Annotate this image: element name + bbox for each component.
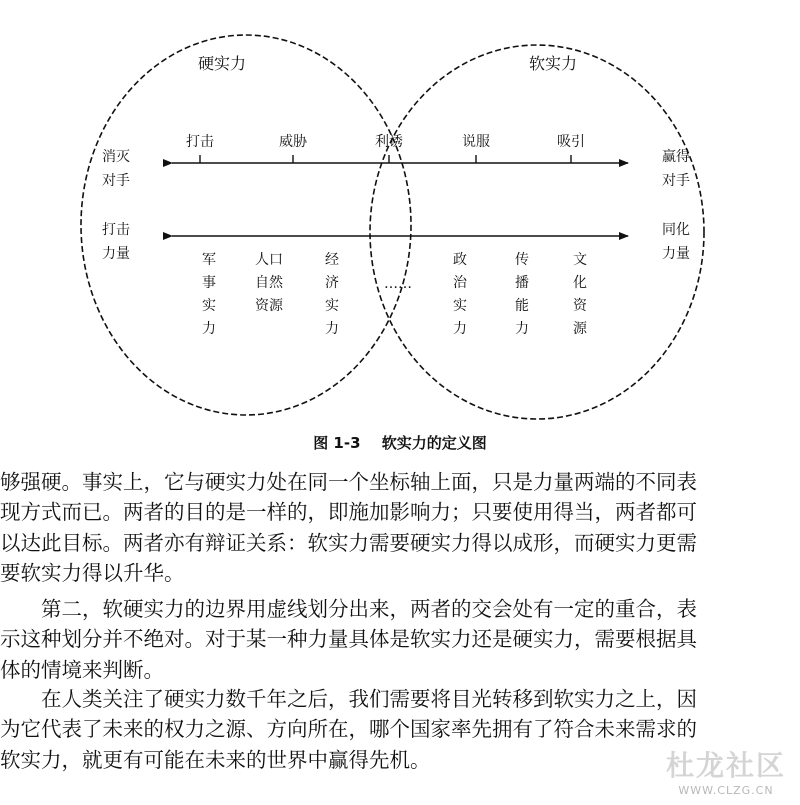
ellipsis-label: …… [384,276,412,292]
political-power-label [453,252,468,337]
figure-caption [0,432,800,453]
paragraph [0,467,800,589]
upper-tick-label: 打击 [186,134,214,150]
svg-text:资源: 资源 [255,298,283,314]
upper-right-end-label: 赢得 [662,149,690,165]
svg-text:实: 实 [453,298,467,314]
figure-title: 软实力的定义图 [381,434,487,452]
svg-text:播: 播 [515,275,529,291]
text-line: 够强硬。事实上，它与硬实力处在同一个坐标轴上面，只是力量两端的不同表 [0,470,697,494]
svg-text:力: 力 [515,321,529,337]
svg-text:力: 力 [453,321,467,337]
upper-left-end-label: 对手 [102,173,130,189]
svg-text:人口: 人口 [255,252,283,268]
text-line: 要软实力得以升华。 [0,561,185,586]
svg-text:力: 力 [325,321,339,337]
lower-left-end-label: 力量 [102,246,130,262]
svg-text:军: 军 [202,252,216,268]
soft-power-title: 软实力 [528,54,578,73]
svg-text:文: 文 [573,252,587,268]
lower-right-end-label: 同化 [662,222,690,238]
communication-power-label [515,252,529,337]
svg-text:政: 政 [453,252,467,268]
site-watermark [666,744,786,797]
lower-left-end-label: 打击 [102,222,130,238]
text-line: 在人类关注了硬实力数千年之后，我们需要将目光转移到软实力之上，因 [0,687,697,711]
upper-axis-ticks [200,155,571,163]
svg-text:能: 能 [515,298,529,314]
svg-text:经: 经 [325,252,339,268]
text-line: 示这种划分并不绝对。对于某一种力量具体是软实力还是硬实力，需要根据具 [0,627,697,652]
lower-right-end-label: 力量 [662,246,690,262]
upper-left-end-label: 消灭 [102,149,130,165]
soft-power-circle [370,45,704,419]
hard-power-title: 硬实力 [197,54,247,73]
text-line: 以达此目标。两者亦有辩证关系：软实力需要硬实力得以成形，而硬实力更需 [0,530,697,555]
svg-text:济: 济 [325,275,339,291]
upper-tick-label: 利诱 [375,134,403,150]
text-line: 第二，软硬实力的边界用虚线划分出来，两者的交会处有一定的重合，表 [0,597,697,621]
upper-tick-label: 威胁 [279,134,307,150]
svg-text:实: 实 [325,298,339,314]
text-line: 现方式而已。两者的目的是一样的，即施加影响力；只要使用得当，两者都可 [0,500,697,525]
svg-text:治: 治 [453,275,467,291]
paragraph [0,594,800,685]
military-power-label [202,252,216,337]
cultural-resources-label [573,252,588,337]
upper-tick-label: 说服 [462,134,490,150]
svg-text:力: 力 [202,321,216,337]
population-resources-label [255,252,284,314]
svg-text:事: 事 [202,275,216,291]
upper-right-end-label: 对手 [662,173,690,189]
text-line: 为它代表了未来的权力之源、方向所在，哪个国家率先拥有了符合未来需求的 [0,717,697,742]
svg-text:传: 传 [515,252,529,268]
svg-text:资: 资 [573,298,587,314]
svg-text:化: 化 [573,275,587,291]
economic-power-label [325,252,339,337]
text-line: 软实力，就更有可能在未来的世界中赢得先机。 [0,747,431,772]
upper-tick-label: 吸引 [557,134,585,150]
hard-power-circle [81,35,411,415]
watermark-logo: 杜龙社区 [665,749,786,782]
watermark-url: WWW.CLZG.CN [678,784,774,797]
text-line: 体的情境来判断。 [0,657,164,682]
svg-text:实: 实 [202,298,216,314]
svg-text:源: 源 [573,321,587,337]
figure-number: 图 1-3 [313,434,361,452]
svg-text:自然: 自然 [255,275,283,291]
